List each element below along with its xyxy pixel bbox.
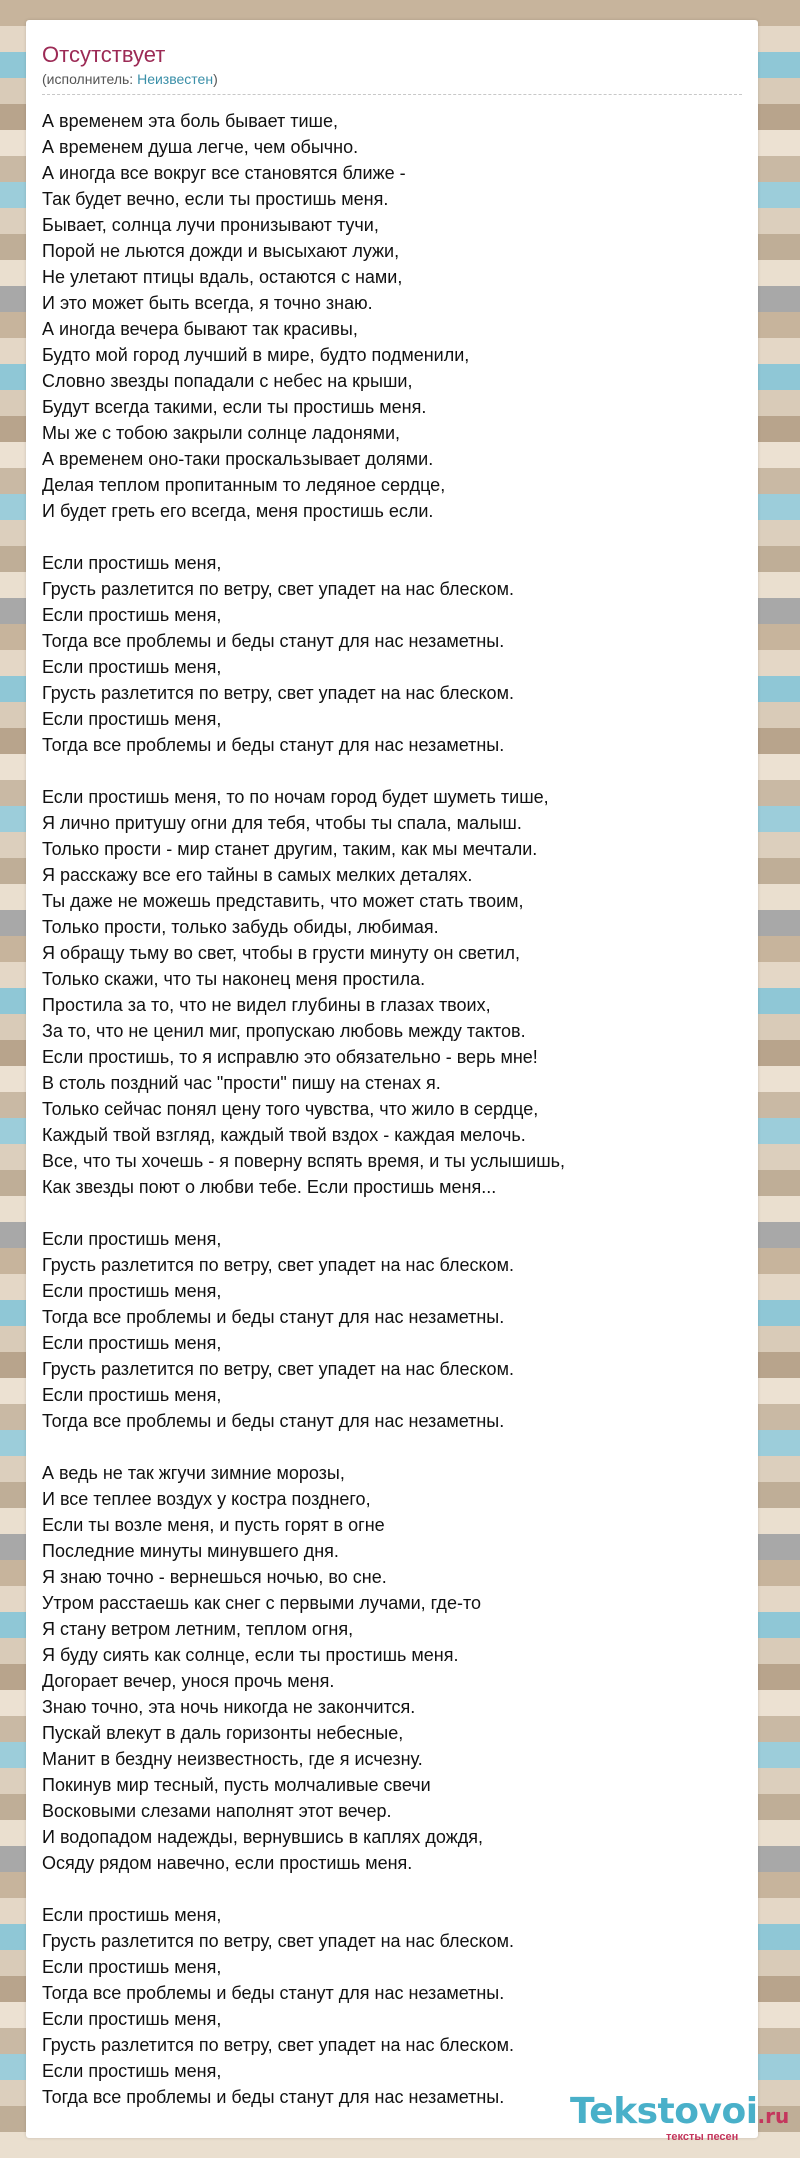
lyric-line: Если простишь меня, <box>42 657 222 677</box>
lyric-line: Бывает, солнца лучи пронизывают тучи, <box>42 215 379 235</box>
lyric-line: Восковыми слезами наполнят этот вечер. <box>42 1801 392 1821</box>
lyric-line: А временем оно-таки проскальзывает долями. <box>42 449 434 469</box>
lyric-line: Тогда все проблемы и беды станут для нас незаметны. <box>42 1411 505 1431</box>
lyric-line: Если простишь, то я исправлю это обязательно - верь мне! <box>42 1047 538 1067</box>
lyric-line: Словно звезды попадали с небес на крыши, <box>42 371 413 391</box>
lyric-line: Если простишь меня, <box>42 1957 222 1977</box>
lyric-line: Осяду рядом навечно, если простишь меня. <box>42 1853 413 1873</box>
lyric-line: Если простишь меня, <box>42 2061 222 2081</box>
lyric-line: А временем душа легче, чем обычно. <box>42 137 359 157</box>
logo-name: Tekstovoi <box>570 2091 758 2132</box>
lyric-line: Если ты возле меня, и пусть горят в огне <box>42 1515 385 1535</box>
lyric-line: Грусть разлетится по ветру, свет упадет на нас блеском. <box>42 1359 514 1379</box>
lyric-line: Только прости, только забудь обиды, любимая. <box>42 917 439 937</box>
lyric-line: Так будет вечно, если ты простишь меня. <box>42 189 389 209</box>
lyric-line: Тогда все проблемы и беды станут для нас незаметны. <box>42 631 505 651</box>
lyric-line: Тогда все проблемы и беды станут для нас незаметны. <box>42 1983 505 2003</box>
song-header <box>42 42 742 88</box>
lyric-line: Порой не льются дожди и высыхают лужи, <box>42 241 400 261</box>
lyric-line: Тогда все проблемы и беды станут для нас незаметны. <box>42 735 505 755</box>
lyric-line: Я буду сиять как солнце, если ты простишь меня. <box>42 1645 459 1665</box>
lyric-line: А иногда все вокруг все становятся ближе - <box>42 163 406 183</box>
lyric-line: Будто мой город лучший в мире, будто подменили, <box>42 345 470 365</box>
stanza-gap <box>42 758 742 784</box>
lyrics-body <box>42 108 742 2110</box>
lyric-line: Грусть разлетится по ветру, свет упадет на нас блеском. <box>42 579 514 599</box>
lyric-line: Догорает вечер, унося прочь меня. <box>42 1671 335 1691</box>
lyric-line: Знаю точно, эта ночь никогда не закончится. <box>42 1697 416 1717</box>
lyric-line: А иногда вечера бывают так красивы, <box>42 319 358 339</box>
lyric-line: За то, что не ценил миг, пропускаю любовь между тактов. <box>42 1021 526 1041</box>
lyric-line: Если простишь меня, то по ночам город будет шуметь тише, <box>42 787 549 807</box>
lyric-line: Если простишь меня, <box>42 709 222 729</box>
lyric-line: Если простишь меня, <box>42 1229 222 1249</box>
lyric-line: Все, что ты хочешь - я поверну вспять время, и ты услышишь, <box>42 1151 566 1171</box>
lyric-line: Я лично притушу огни для тебя, чтобы ты спала, малыш. <box>42 813 522 833</box>
lyric-line: Грусть разлетится по ветру, свет упадет на нас блеском. <box>42 1931 514 1951</box>
lyric-line: Я знаю точно - вернешься ночью, во сне. <box>42 1567 387 1587</box>
lyric-line: В столь поздний час "прости" пишу на стенах я. <box>42 1073 441 1093</box>
lyric-line: Ты даже не можешь представить, что может стать твоим, <box>42 891 524 911</box>
lyrics-card <box>26 20 758 2138</box>
lyric-line: Только сейчас понял цену того чувства, что жило в сердце, <box>42 1099 539 1119</box>
song-title: Отсутствует <box>42 42 166 67</box>
lyric-line: И все теплее воздух у костра позднего, <box>42 1489 371 1509</box>
lyric-line: Я расскажу все его тайны в самых мелких деталях. <box>42 865 473 885</box>
lyric-line: Только скажи, что ты наконец меня простила. <box>42 969 426 989</box>
performer-line <box>42 70 742 88</box>
lyric-line: Если простишь меня, <box>42 605 222 625</box>
stanza-gap <box>42 1876 742 1902</box>
lyric-line: А ведь не так жгучи зимние морозы, <box>42 1463 345 1483</box>
performer-link[interactable]: Неизвестен <box>137 71 214 87</box>
tekstovoi-logo[interactable] <box>570 2090 790 2150</box>
lyric-line: Если простишь меня, <box>42 553 222 573</box>
lyric-line: Последние минуты минувшего дня. <box>42 1541 339 1561</box>
lyric-line: Будут всегда такими, если ты простишь меня. <box>42 397 427 417</box>
lyric-line: Манит в бездну неизвестность, где я исчезну. <box>42 1749 423 1769</box>
lyric-line: И будет греть его всегда, меня простишь если. <box>42 501 434 521</box>
lyric-line: Если простишь меня, <box>42 1333 222 1353</box>
lyric-line: Только прости - мир станет другим, таким, как мы мечтали. <box>42 839 538 859</box>
stanza-gap <box>42 1434 742 1460</box>
lyric-line: Грусть разлетится по ветру, свет упадет на нас блеском. <box>42 2035 514 2055</box>
lyric-line: И это может быть всегда, я точно знаю. <box>42 293 373 313</box>
lyric-line: Простила за то, что не видел глубины в глазах твоих, <box>42 995 491 1015</box>
performer-prefix: (исполнитель: <box>42 71 138 87</box>
lyric-line: Каждый твой взгляд, каждый твой вздох - каждая мелочь. <box>42 1125 526 1145</box>
lyric-line: Утром расстаешь как снег с первыми лучами, где-то <box>42 1593 481 1613</box>
lyric-line: Покинув мир тесный, пусть молчаливые свечи <box>42 1775 431 1795</box>
lyric-line: А временем эта боль бывает тише, <box>42 111 338 131</box>
lyric-line: Мы же с тобою закрыли солнце ладонями, <box>42 423 401 443</box>
logo-tagline: тексты песен <box>666 2131 739 2143</box>
lyric-line: Если простишь меня, <box>42 1281 222 1301</box>
lyric-line: Я стану ветром летним, теплом огня, <box>42 1619 354 1639</box>
lyric-line: Если простишь меня, <box>42 1905 222 1925</box>
lyric-line: Тогда все проблемы и беды станут для нас незаметны. <box>42 2087 505 2107</box>
lyric-line: Если простишь меня, <box>42 2009 222 2029</box>
lyric-line: Я обращу тьму во свет, чтобы в грусти минуту он светил, <box>42 943 521 963</box>
stanza-gap <box>42 524 742 550</box>
performer-suffix: ) <box>213 71 218 87</box>
lyric-line: И водопадом надежды, вернувшись в каплях дождя, <box>42 1827 484 1847</box>
lyric-line: Грусть разлетится по ветру, свет упадет на нас блеском. <box>42 1255 514 1275</box>
lyric-line: Если простишь меня, <box>42 1385 222 1405</box>
header-divider <box>42 94 742 95</box>
lyric-line: Грусть разлетится по ветру, свет упадет на нас блеском. <box>42 683 514 703</box>
lyric-line: Не улетают птицы вдаль, остаются с нами, <box>42 267 403 287</box>
lyric-line: Пускай влекут в даль горизонты небесные, <box>42 1723 404 1743</box>
logo-tld: .ru <box>757 2104 790 2128</box>
stanza-gap <box>42 1200 742 1226</box>
lyric-line: Тогда все проблемы и беды станут для нас незаметны. <box>42 1307 505 1327</box>
lyric-line: Делая теплом пропитанным то ледяное сердце, <box>42 475 446 495</box>
lyric-line: Как звезды поют о любви тебе. Если простишь меня... <box>42 1177 497 1197</box>
